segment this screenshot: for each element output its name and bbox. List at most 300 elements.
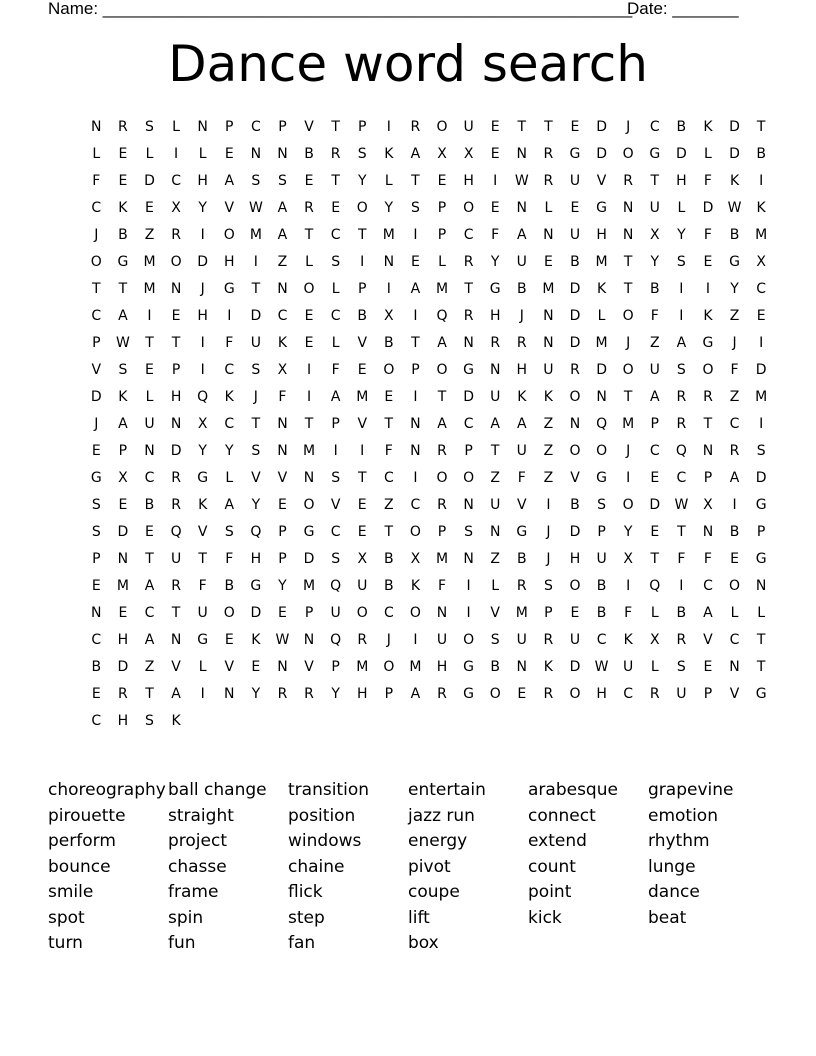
grid-letter: O: [463, 631, 475, 648]
grid-letter: G: [117, 253, 129, 270]
grid-letter: T: [756, 118, 766, 135]
word-list-item: point: [528, 882, 572, 902]
grid-letter: N: [410, 442, 421, 459]
grid-letter: E: [490, 118, 500, 135]
grid-letter: F: [491, 226, 500, 243]
grid-letter: F: [624, 604, 633, 621]
grid-letter: U: [649, 199, 660, 216]
grid-letter: N: [410, 415, 421, 432]
word-list-item: spot: [48, 907, 85, 928]
grid-letter: N: [543, 334, 554, 351]
worksheet-header: [0, 0, 816, 20]
grid-letter: B: [676, 118, 687, 135]
grid-letter: M: [303, 442, 316, 459]
grid-letter: F: [730, 361, 739, 378]
grid-letter: K: [118, 199, 128, 216]
word-list-item: fan: [288, 933, 316, 953]
grid-letter: A: [118, 307, 128, 324]
grid-letter: J: [546, 550, 551, 567]
grid-letter: B: [729, 523, 740, 540]
grid-letter: O: [489, 685, 501, 702]
grid-letter: I: [147, 307, 152, 324]
word-list-item: count: [528, 856, 576, 877]
grid-letter: R: [543, 631, 554, 648]
grid-letter: I: [306, 388, 312, 405]
grid-letter: P: [464, 442, 473, 459]
grid-letter: P: [225, 118, 234, 135]
grid-letter: D: [596, 145, 607, 162]
grid-letter: W: [248, 199, 263, 216]
grid-letter: P: [411, 361, 420, 378]
grid-letter: H: [489, 307, 501, 324]
grid-letter: P: [92, 550, 101, 567]
grid-letter: J: [386, 631, 391, 648]
grid-letter: L: [438, 253, 446, 270]
grid-letter: B: [649, 280, 660, 297]
grid-letter: Q: [675, 442, 687, 459]
grid-letter: B: [570, 253, 580, 270]
grid-letter: I: [732, 496, 737, 513]
grid-letter: Y: [278, 577, 287, 594]
grid-letter: G: [303, 523, 315, 540]
grid-letter: I: [200, 334, 205, 351]
grid-letter: N: [516, 145, 528, 162]
grid-letter: D: [702, 199, 714, 216]
grid-letter: X: [197, 415, 208, 432]
grid-letter: N: [117, 550, 129, 567]
grid-letter: O: [729, 577, 741, 594]
grid-letter: Q: [649, 577, 661, 594]
grid-letter: M: [542, 280, 555, 297]
grid-letter: E: [304, 172, 314, 189]
grid-letter: X: [437, 145, 447, 162]
grid-letter: V: [729, 685, 740, 702]
grid-letter: K: [224, 388, 234, 405]
grid-letter: G: [702, 334, 714, 351]
grid-letter: P: [358, 118, 367, 135]
grid-letter: M: [435, 550, 449, 567]
grid-letter: U: [250, 334, 261, 351]
grid-letter: T: [304, 415, 314, 432]
grid-letter: J: [94, 226, 99, 243]
grid-letter: E: [490, 199, 500, 216]
grid-letter: T: [145, 550, 154, 567]
grid-letter: Y: [623, 523, 633, 540]
grid-letter: X: [649, 631, 660, 648]
grid-letter: D: [569, 334, 581, 351]
grid-letter: S: [676, 253, 686, 270]
grid-letter: G: [596, 469, 607, 486]
grid-letter: P: [92, 334, 101, 351]
grid-letter: R: [676, 415, 687, 432]
grid-letter: U: [197, 604, 208, 621]
grid-letter: C: [676, 469, 687, 486]
grid-letter: K: [623, 631, 633, 648]
grid-letter: T: [171, 604, 181, 621]
grid-letter: T: [331, 172, 340, 189]
grid-letter: F: [703, 550, 712, 567]
grid-letter: Z: [490, 550, 500, 567]
grid-letter: H: [596, 685, 607, 702]
grid-letter: F: [198, 577, 207, 594]
grid-letter: D: [729, 118, 740, 135]
grid-letter: E: [118, 496, 128, 513]
grid-letter: K: [118, 388, 128, 405]
grid-letter: I: [306, 361, 312, 378]
grid-letter: T: [118, 280, 128, 297]
grid-letter: N: [463, 334, 474, 351]
grid-letter: C: [703, 577, 713, 594]
grid-letter: T: [384, 523, 394, 540]
grid-letter: D: [170, 442, 182, 459]
grid-letter: T: [703, 415, 713, 432]
grid-letter: A: [410, 145, 421, 162]
grid-letter: N: [197, 118, 208, 135]
grid-letter: U: [569, 631, 581, 648]
grid-letter: E: [91, 577, 101, 594]
grid-letter: O: [436, 469, 448, 486]
grid-letter: S: [357, 145, 367, 162]
grid-letter: N: [702, 523, 714, 540]
name-field: Name: ________________________________________________________: [48, 0, 633, 18]
grid-letter: X: [171, 199, 181, 216]
word-list-item: windows: [288, 831, 362, 851]
grid-letter: C: [330, 226, 341, 243]
grid-letter: I: [466, 577, 471, 594]
grid-letter: N: [277, 658, 288, 675]
grid-letter: V: [197, 523, 208, 540]
grid-letter: Z: [384, 496, 394, 513]
grid-letter: M: [515, 604, 528, 621]
grid-letter: O: [356, 604, 368, 621]
grid-letter: L: [331, 280, 340, 297]
grid-letter: T: [756, 631, 766, 648]
grid-letter: K: [596, 280, 607, 297]
grid-letter: V: [517, 496, 527, 513]
grid-letter: Z: [543, 469, 554, 486]
word-list-item: entertain: [408, 780, 486, 800]
grid-letter: R: [516, 334, 527, 351]
word-list-item: ball change: [168, 780, 267, 800]
grid-letter: N: [463, 550, 474, 567]
word-list-item: frame: [168, 882, 219, 902]
grid-letter: P: [331, 415, 340, 432]
word-list-item: straight: [168, 805, 234, 826]
grid-letter: E: [703, 253, 713, 270]
grid-letter: E: [304, 307, 314, 324]
grid-letter: C: [91, 199, 102, 216]
grid-letter: U: [569, 172, 581, 189]
grid-letter: B: [384, 550, 394, 567]
grid-letter: O: [90, 253, 102, 270]
grid-letter: R: [463, 307, 474, 324]
grid-letter: W: [115, 334, 130, 351]
grid-letter: A: [703, 604, 713, 621]
grid-letter: I: [759, 415, 764, 432]
grid-letter: I: [626, 577, 631, 594]
grid-letter: G: [197, 631, 209, 648]
grid-letter: H: [250, 550, 262, 567]
grid-letter: D: [463, 388, 474, 405]
grid-letter: E: [543, 253, 553, 270]
grid-letter: V: [490, 604, 500, 621]
grid-letter: G: [463, 361, 475, 378]
grid-letter: L: [305, 253, 313, 270]
grid-letter: N: [91, 604, 102, 621]
word-list-item: pirouette: [48, 805, 126, 826]
grid-letter: I: [200, 361, 205, 378]
grid-letter: O: [569, 442, 581, 459]
grid-letter: B: [676, 604, 687, 621]
grid-letter: O: [223, 226, 235, 243]
grid-letter: N: [224, 685, 235, 702]
grid-letter: Y: [251, 496, 261, 513]
grid-letter: L: [384, 172, 393, 189]
grid-letter: F: [384, 442, 393, 459]
grid-letter: R: [304, 199, 314, 216]
grid-letter: R: [490, 334, 501, 351]
grid-letter: Y: [650, 253, 660, 270]
grid-letter: J: [94, 415, 99, 432]
grid-letter: C: [224, 361, 235, 378]
grid-letter: K: [543, 388, 553, 405]
grid-letter: E: [730, 550, 739, 567]
grid-letter: R: [516, 577, 527, 594]
grid-letter: D: [90, 388, 102, 405]
grid-letter: D: [144, 172, 155, 189]
grid-letter: N: [277, 280, 288, 297]
grid-letter: T: [517, 118, 527, 135]
grid-letter: G: [463, 685, 475, 702]
grid-letter: P: [437, 523, 447, 540]
grid-letter: P: [437, 226, 447, 243]
grid-letter: F: [225, 334, 234, 351]
grid-letter: L: [491, 577, 500, 594]
grid-letter: N: [702, 442, 714, 459]
grid-letter: S: [118, 361, 128, 378]
grid-letter: X: [756, 253, 766, 270]
grid-letter: R: [676, 388, 687, 405]
grid-letter: T: [357, 469, 367, 486]
grid-letter: Y: [490, 253, 500, 270]
grid-letter: A: [224, 172, 235, 189]
grid-letter: T: [677, 523, 686, 540]
grid-letter: E: [171, 307, 181, 324]
grid-letter: N: [144, 442, 155, 459]
grid-letter: B: [729, 226, 740, 243]
grid-letter: C: [649, 442, 660, 459]
grid-letter: H: [356, 685, 368, 702]
grid-letter: J: [626, 442, 631, 459]
grid-letter: D: [649, 496, 661, 513]
word-list-item: position: [288, 805, 356, 826]
grid-letter: P: [703, 685, 713, 702]
grid-letter: A: [410, 280, 421, 297]
grid-letter: M: [143, 253, 156, 270]
grid-letter: T: [650, 550, 660, 567]
grid-letter: R: [118, 118, 128, 135]
word-list-item: beat: [648, 907, 687, 928]
grid-letter: Z: [277, 253, 288, 270]
word-list-item: lunge: [648, 856, 696, 877]
grid-letter: B: [384, 334, 394, 351]
grid-letter: P: [304, 604, 314, 621]
grid-letter: N: [250, 145, 262, 162]
grid-letter: X: [703, 496, 713, 513]
grid-letter: C: [224, 415, 235, 432]
grid-letter: N: [277, 145, 288, 162]
grid-letter: M: [356, 658, 369, 675]
word-list-item: dance: [648, 882, 700, 902]
grid-letter: D: [250, 604, 262, 621]
grid-letter: M: [622, 415, 635, 432]
grid-letter: E: [145, 523, 154, 540]
grid-letter: V: [277, 469, 288, 486]
grid-letter: N: [596, 388, 607, 405]
grid-letter: I: [174, 145, 179, 162]
grid-letter: I: [386, 118, 391, 135]
grid-letter: V: [304, 118, 314, 135]
grid-letter: P: [171, 361, 181, 378]
grid-letter: D: [303, 550, 315, 567]
grid-letter: X: [623, 550, 633, 567]
grid-letter: C: [383, 604, 394, 621]
grid-letter: T: [145, 334, 154, 351]
grid-letter: O: [702, 361, 714, 378]
grid-letter: F: [92, 172, 101, 189]
grid-letter: E: [224, 631, 234, 648]
grid-letter: U: [490, 496, 501, 513]
grid-letter: E: [224, 145, 234, 162]
grid-letter: G: [463, 658, 475, 675]
grid-letter: Z: [543, 442, 554, 459]
grid-letter: T: [623, 280, 633, 297]
grid-letter: C: [729, 631, 740, 648]
grid-letter: E: [570, 118, 580, 135]
grid-letter: E: [278, 604, 287, 621]
grid-letter: I: [546, 496, 551, 513]
grid-letter: J: [200, 280, 205, 297]
grid-letter: Q: [197, 388, 209, 405]
grid-letter: Q: [330, 577, 342, 594]
grid-letter: R: [463, 253, 474, 270]
grid-letter: E: [357, 361, 367, 378]
grid-letter: G: [649, 145, 661, 162]
grid-letter: P: [278, 523, 287, 540]
grid-letter: N: [436, 604, 448, 621]
grid-letter: Y: [331, 685, 340, 702]
grid-letter: L: [145, 145, 154, 162]
grid-letter: N: [543, 307, 554, 324]
grid-letter: A: [118, 415, 128, 432]
grid-letter: I: [200, 685, 205, 702]
grid-letter: M: [755, 226, 768, 243]
grid-letter: C: [250, 118, 261, 135]
grid-letter: C: [729, 415, 740, 432]
grid-letter: E: [703, 658, 713, 675]
grid-letter: M: [303, 577, 316, 594]
grid-letter: O: [463, 469, 475, 486]
grid-letter: J: [626, 118, 631, 135]
grid-letter: P: [650, 415, 659, 432]
grid-letter: K: [410, 577, 421, 594]
grid-letter: T: [92, 280, 101, 297]
grid-letter: S: [597, 496, 607, 513]
grid-letter: I: [333, 442, 338, 459]
grid-letter: S: [278, 172, 287, 189]
grid-letter: W: [275, 631, 290, 648]
grid-letter: N: [303, 631, 315, 648]
grid-letter: M: [249, 226, 262, 243]
grid-letter: C: [277, 307, 288, 324]
grid-letter: W: [674, 496, 689, 513]
grid-letter: Z: [649, 334, 660, 351]
grid-letter: W: [727, 199, 742, 216]
grid-letter: W: [514, 172, 529, 189]
grid-letter: O: [463, 199, 475, 216]
grid-letter: G: [90, 469, 102, 486]
grid-letter: E: [570, 604, 580, 621]
grid-letter: I: [413, 226, 418, 243]
grid-letter: I: [759, 172, 764, 189]
grid-letter: J: [253, 388, 258, 405]
grid-letter: G: [755, 685, 767, 702]
grid-letter: O: [436, 361, 448, 378]
grid-letter: S: [251, 172, 261, 189]
grid-letter: E: [331, 199, 341, 216]
grid-letter: B: [596, 577, 607, 594]
grid-letter: H: [224, 253, 235, 270]
grid-letter: R: [729, 442, 740, 459]
grid-letter: E: [118, 145, 128, 162]
grid-letter: K: [543, 658, 553, 675]
grid-letter: G: [596, 199, 607, 216]
grid-letter: R: [676, 631, 687, 648]
grid-letter: A: [729, 469, 740, 486]
grid-letter: C: [463, 226, 474, 243]
grid-letter: O: [356, 199, 368, 216]
grid-letter: O: [409, 604, 421, 621]
grid-letter: S: [331, 550, 341, 567]
grid-letter: O: [383, 658, 395, 675]
grid-letter: T: [145, 685, 154, 702]
grid-letter: Y: [198, 442, 207, 459]
grid-letter: T: [544, 118, 553, 135]
grid-letter: A: [330, 388, 341, 405]
grid-letter: Y: [677, 226, 686, 243]
grid-letter: H: [197, 307, 208, 324]
grid-letter: E: [118, 172, 128, 189]
grid-letter: C: [144, 604, 155, 621]
grid-letter: A: [437, 415, 447, 432]
word-list-item: bounce: [48, 856, 111, 877]
grid-letter: Z: [490, 469, 500, 486]
word-list-item: arabesque: [528, 780, 618, 800]
grid-letter: R: [543, 145, 554, 162]
grid-letter: V: [357, 415, 368, 432]
grid-letter: I: [679, 307, 684, 324]
grid-letter: N: [622, 199, 634, 216]
word-list-item: pivot: [408, 856, 451, 877]
grid-letter: I: [626, 469, 631, 486]
grid-letter: R: [649, 685, 660, 702]
grid-letter: M: [595, 253, 608, 270]
grid-letter: A: [649, 388, 660, 405]
grid-letter: A: [676, 334, 687, 351]
grid-letter: G: [223, 280, 235, 297]
grid-letter: A: [410, 685, 421, 702]
grid-letter: K: [384, 145, 394, 162]
